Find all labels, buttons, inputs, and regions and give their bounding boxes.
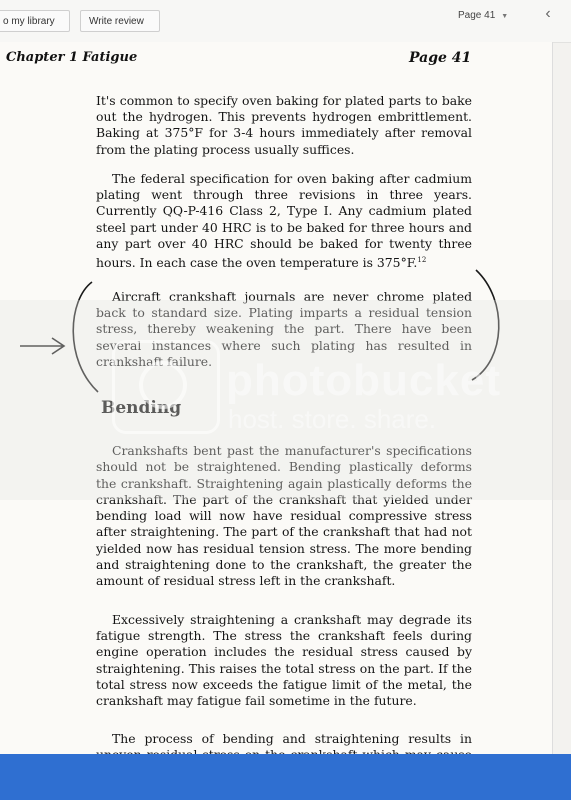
body-paragraph: It's common to specify oven baking for plated parts to bake out the hydrogen. This prevents hydrogen embrittlement. Baking at 375°F for 3-4 hours immediately after removal from the plating process usually suffices. <box>96 93 472 157</box>
body-paragraph: Crankshafts bent past the manufacturer's specifications should not be straightened. Bending plastically deforms the crankshaft. Straightening again plastically deforms the crankshaft. The part of the crankshaft that yielded under bending load will now have residual compressive stress after straightening. The part of the crankshaft that had not yielded now has residual tension stress. The more bending and straightening done to the crankshaft, the greater the amount of residual stress left in the crankshaft. <box>96 443 472 589</box>
chevron-left-icon[interactable]: ‹ <box>545 5 551 22</box>
highlighted-paragraph: Aircraft crankshaft journals are never chrome plated back to standard size. Plating imparts a residual tension stress, thereby weakening the part. There have been several instances where such plating has resulted in crankshaft failure. <box>96 289 472 369</box>
body-paragraph: Excessively straightening a crankshaft may degrade its fatigue strength. The stress the crankshaft feels during engine operation includes the residual stress caused by straightening. This raises the total stress on the part. If the total stress now exceeds the fatigue limit of the metal, the crankshaft may fatigue fail sometime in the future. <box>96 612 472 709</box>
write-review-button[interactable]: Write review <box>80 10 160 32</box>
page-selector[interactable] <box>458 8 508 24</box>
watermark-tagline: host. store. share. <box>228 404 437 434</box>
bottom-bar <box>0 754 571 800</box>
add-to-library-button[interactable]: o my library <box>0 10 70 32</box>
chevron-down-icon: ▼ <box>501 13 509 20</box>
watermark-logo-icon <box>112 340 220 434</box>
page-number-header: Page 41 <box>409 50 472 66</box>
section-heading: Bending <box>101 398 182 418</box>
body-paragraph: The process of bending and straightening results in <box>112 731 472 746</box>
watermark-brand: photobucket <box>226 356 501 405</box>
viewer-toolbar <box>0 0 571 43</box>
footnote-reference: 12 <box>417 256 427 265</box>
chapter-header: Chapter 1 Fatigue <box>6 50 138 65</box>
body-paragraph <box>96 171 472 271</box>
paragraph-text: The federal specification for oven baking after cadmium plating went through three revisions in three years. Currently QQ-P-416 Class 2, Type I. Any cadmium plated steel part under 40 HRC is to be baked for three hours and any part over 40 HRC should be baked for twenty three hours. In each case the oven temperature is 375°F. <box>96 171 472 271</box>
page-indicator-label: Page 41 <box>458 10 496 21</box>
